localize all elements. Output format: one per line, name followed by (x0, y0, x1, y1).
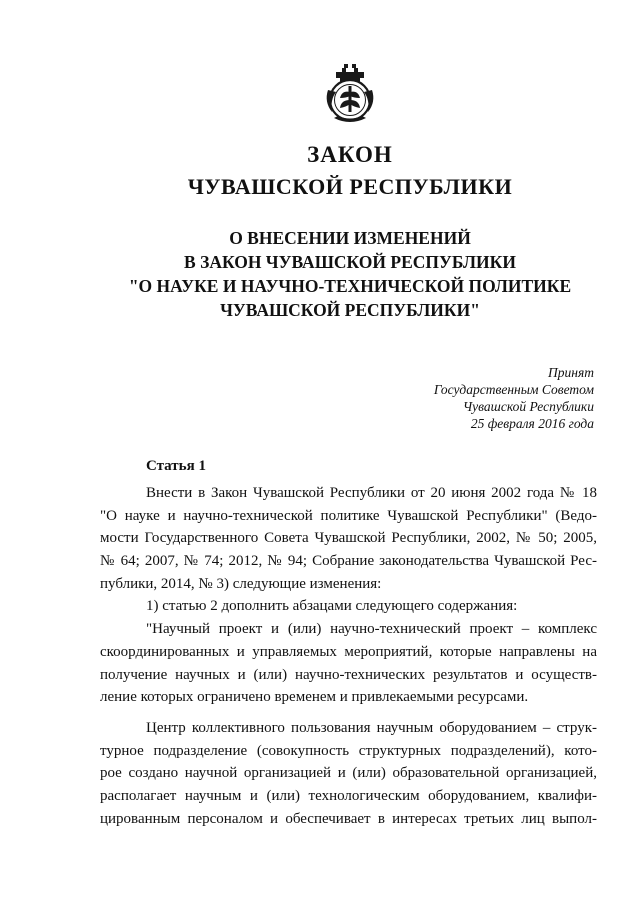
adoption-line: Чувашской Республики (462, 399, 594, 414)
paragraph-line: турное подразделение (совокупность структурных подразделений), кото- (100, 742, 597, 759)
quote-line: получение научных и (или) научно-технических результатов и осуществ- (100, 666, 597, 683)
republic-title: ЧУВАШСКОЙ РЕСПУБЛИКИ (187, 174, 513, 199)
chuvash-republic-emblem-icon (314, 56, 386, 128)
paragraph-line: публики, 2014, № 3) следующие изменения: (100, 575, 382, 592)
paragraph-line: располагает научным и (или) технологическим оборудованием, квалифи- (100, 787, 597, 804)
law-title: ЗАКОН (307, 142, 393, 167)
subtitle-line: "О НАУКЕ И НАУЧНО-ТЕХНИЧЕСКОЙ ПОЛИТИКЕ (128, 276, 572, 296)
quote-line: ление которых ограничено временем и привлекаемыми ресурсами. (100, 689, 529, 706)
paragraph-line: Внести в Закон Чувашской Республики от 20 июня 2002 года № 18 (146, 485, 597, 501)
paragraph-line: рое создано научной организацией и (или) образовательной организацией, (100, 765, 597, 782)
paragraph-line: цированным персоналом и обеспечивает в интересах третьих лиц выпол- (100, 810, 597, 827)
subtitle-line: ЧУВАШСКОЙ РЕСПУБЛИКИ" (220, 300, 480, 320)
paragraph-line: № 64; 2007, № 74; 2012, № 94; Собрание законодательства Чувашской Рес- (100, 553, 597, 570)
law-subtitle (0, 226, 640, 322)
quote-line: "Научный проект и (или) научно-технический проект – комплекс (146, 621, 597, 638)
quote-line: скоординированных и управляемых мероприятий, которые направлены на (100, 643, 597, 660)
adoption-line: Государственным Советом (433, 382, 594, 397)
adoption-note (434, 364, 594, 432)
adoption-date: 25 февраля 2016 года (470, 416, 594, 431)
subtitle-line: В ЗАКОН ЧУВАШСКОЙ РЕСПУБЛИКИ (184, 252, 516, 272)
article-heading: Статья 1 (146, 458, 206, 474)
paragraph-line: "О науке и научно-технической политике Чувашской Республики" (Ведо- (100, 507, 597, 524)
paragraph-line: Центр коллективного пользования научным оборудованием – струк- (146, 719, 597, 736)
article-body (100, 482, 597, 830)
paragraph-line: мости Государственного Совета Чувашской Республики, 2002, № 50; 2005, (100, 530, 597, 547)
subtitle-line: О ВНЕСЕНИИ ИЗМЕНЕНИЙ (229, 228, 471, 248)
list-item: 1) статью 2 дополнить абзацами следующего содержания: (146, 598, 518, 615)
adoption-line: Принят (548, 365, 594, 380)
